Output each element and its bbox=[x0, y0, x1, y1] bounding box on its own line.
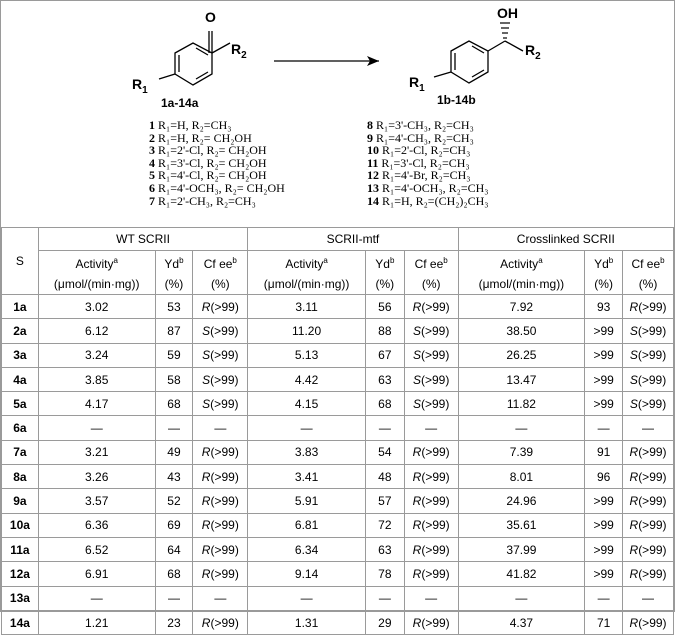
table-row bbox=[2, 295, 674, 319]
activity-cell: 4.17 bbox=[38, 392, 155, 416]
activity-cell: 7.92 bbox=[458, 295, 585, 319]
activity-cell: 5.13 bbox=[248, 343, 366, 367]
yield-cell: 78 bbox=[365, 562, 404, 586]
activity-cell: 6.81 bbox=[248, 513, 366, 537]
activity-cell: 4.42 bbox=[248, 367, 366, 391]
substituent-item: 12 R₁=4'-Br, R₂=CH₃ bbox=[367, 168, 471, 183]
substituent-item: 2 R₁=H, R₂= CH₂OH bbox=[149, 130, 252, 145]
reactant-r1-label: $R_1$ bbox=[132, 76, 148, 96]
ee-value: (>99) bbox=[210, 494, 239, 509]
ee-value: (>99) bbox=[421, 566, 450, 581]
activity-cell: 1.31 bbox=[248, 610, 366, 634]
configuration-label: S bbox=[629, 396, 638, 411]
ee-cell bbox=[623, 537, 674, 561]
group-header-wt: WT SCRII bbox=[38, 228, 247, 251]
ee-value: (>99) bbox=[638, 518, 667, 533]
yield-cell: 57 bbox=[365, 489, 404, 513]
configuration-label: S bbox=[412, 372, 421, 387]
ee-cell bbox=[404, 319, 458, 343]
reactant-series-label: 1a-14a bbox=[161, 96, 199, 110]
activity-cell: 6.52 bbox=[38, 537, 155, 561]
table-row bbox=[2, 440, 674, 464]
configuration-label: R bbox=[201, 469, 211, 484]
substituent-item: 5 R₁=4'-Cl, R₂= CH₂OH bbox=[149, 168, 267, 183]
configuration-label: S bbox=[202, 348, 211, 363]
reactant-structure bbox=[159, 31, 230, 85]
ee-value: (>99) bbox=[210, 542, 239, 557]
substrate-cell: 7a bbox=[2, 440, 39, 464]
yield-cell: 91 bbox=[585, 440, 623, 464]
group-header-mtf: SCRII-mtf bbox=[248, 228, 458, 251]
configuration-label: S bbox=[202, 372, 211, 387]
yield-cell: 67 bbox=[365, 343, 404, 367]
configuration-label: R bbox=[629, 518, 639, 533]
substrate-cell: 8a bbox=[2, 465, 39, 489]
substituent-item: 13 R₁=4'-OCH₃, R₂=CH₃ bbox=[367, 180, 489, 195]
ee-cell bbox=[404, 513, 458, 537]
substrate-cell: 5a bbox=[2, 392, 39, 416]
ee-cell bbox=[193, 319, 248, 343]
ee-cell bbox=[404, 562, 458, 586]
table-row bbox=[2, 537, 674, 561]
ee-cell bbox=[404, 465, 458, 489]
configuration-label: R bbox=[412, 542, 422, 557]
ee-value: — bbox=[214, 421, 227, 436]
substituent-item: 6 R₁=4'-OCH₃, R₂= CH₂OH bbox=[149, 180, 285, 195]
ee-cell bbox=[404, 343, 458, 367]
yield-cell: 68 bbox=[155, 562, 193, 586]
configuration-label: R bbox=[412, 469, 422, 484]
ee-cell bbox=[623, 465, 674, 489]
substituent-item: 3 R₁=2'-Cl, R₂= CH₂OH bbox=[149, 143, 267, 158]
configuration-label: R bbox=[412, 445, 422, 460]
yield-cell: 54 bbox=[365, 440, 404, 464]
table-row bbox=[2, 416, 674, 440]
yield-cell: 43 bbox=[155, 465, 193, 489]
yield-cell: >99 bbox=[585, 489, 623, 513]
ee-value: — bbox=[642, 591, 655, 606]
ee-value: (>99) bbox=[421, 372, 450, 387]
substrate-cell: 3a bbox=[2, 343, 39, 367]
substituent-item: 14 R₁=H, R₂=(CH₂)₂CH₃ bbox=[367, 193, 489, 208]
configuration-label: R bbox=[412, 494, 422, 509]
configuration-label: R bbox=[412, 566, 422, 581]
activity-cell: 37.99 bbox=[458, 537, 585, 561]
table-row bbox=[2, 465, 674, 489]
yield-cell: — bbox=[155, 416, 193, 440]
table-row bbox=[2, 343, 674, 367]
yield-cell: 49 bbox=[155, 440, 193, 464]
ee-value: (>99) bbox=[421, 299, 450, 314]
ee-cell bbox=[404, 440, 458, 464]
configuration-label: S bbox=[412, 396, 421, 411]
reaction-scheme-drawing bbox=[1, 1, 674, 227]
ee-cell bbox=[193, 367, 248, 391]
ee-cell bbox=[623, 295, 674, 319]
activity-cell: 35.61 bbox=[458, 513, 585, 537]
ee-cell bbox=[404, 392, 458, 416]
yield-cell: >99 bbox=[585, 392, 623, 416]
table-row bbox=[2, 489, 674, 513]
yield-cell: >99 bbox=[585, 319, 623, 343]
activity-cell: 6.91 bbox=[38, 562, 155, 586]
ee-value: (>99) bbox=[210, 323, 239, 338]
activity-cell: 11.20 bbox=[248, 319, 366, 343]
yield-cell: 52 bbox=[155, 489, 193, 513]
activity-cell: 3.85 bbox=[38, 367, 155, 391]
ee-value: (>99) bbox=[637, 372, 667, 387]
activity-cell: 6.36 bbox=[38, 513, 155, 537]
ee-cell bbox=[404, 416, 458, 440]
product-series-label: 1b-14b bbox=[437, 93, 476, 107]
ee-cell bbox=[193, 610, 248, 634]
yield-cell: 88 bbox=[365, 319, 404, 343]
ee-value: (>99) bbox=[638, 299, 667, 314]
ee-value: (>99) bbox=[210, 299, 239, 314]
activity-cell: 38.50 bbox=[458, 319, 585, 343]
configuration-label: R bbox=[201, 518, 211, 533]
yield-cell: >99 bbox=[585, 367, 623, 391]
ee-value: (>99) bbox=[421, 323, 450, 338]
configuration-label: R bbox=[629, 566, 639, 581]
activity-cell: 5.91 bbox=[248, 489, 366, 513]
ee-value: (>99) bbox=[638, 469, 667, 484]
ee-cell bbox=[193, 295, 248, 319]
activity-cell: 11.82 bbox=[458, 392, 585, 416]
yield-cell: — bbox=[585, 416, 623, 440]
table-row bbox=[2, 392, 674, 416]
substituent-item: 4 R₁=3'-Cl, R₂= CH₂OH bbox=[149, 155, 267, 170]
yield-cell: >99 bbox=[585, 343, 623, 367]
configuration-label: R bbox=[412, 518, 422, 533]
substrate-cell: 9a bbox=[2, 489, 39, 513]
ee-cell bbox=[193, 465, 248, 489]
yield-cell: 93 bbox=[585, 295, 623, 319]
ee-value: — bbox=[425, 421, 438, 436]
ee-value: (>99) bbox=[210, 445, 239, 460]
yield-cell: 68 bbox=[365, 392, 404, 416]
substrate-cell: 11a bbox=[2, 537, 39, 561]
ee-cell bbox=[193, 343, 248, 367]
ee-value: (>99) bbox=[638, 615, 667, 630]
activity-cell: 3.83 bbox=[248, 440, 366, 464]
activity-cell: 3.11 bbox=[248, 295, 366, 319]
ee-value: (>99) bbox=[421, 469, 450, 484]
ee-value: (>99) bbox=[210, 469, 239, 484]
activity-cell: 24.96 bbox=[458, 489, 585, 513]
yield-cell: — bbox=[365, 416, 404, 440]
substrate-cell: 12a bbox=[2, 562, 39, 586]
ee-cell bbox=[623, 513, 674, 537]
ee-value: (>99) bbox=[210, 348, 239, 363]
table-row bbox=[2, 586, 674, 610]
activity-cell: 3.26 bbox=[38, 465, 155, 489]
group-header-crosslinked: Crosslinked SCRII bbox=[458, 228, 673, 251]
ee-value: (>99) bbox=[638, 542, 667, 557]
substrate-cell: 13a bbox=[2, 586, 39, 610]
table-header-column-row bbox=[2, 251, 674, 295]
table-header-group-row bbox=[2, 228, 674, 251]
ee-value: (>99) bbox=[638, 445, 667, 460]
product-structure bbox=[434, 41, 523, 83]
results-table bbox=[1, 227, 674, 635]
ee-cell bbox=[404, 610, 458, 634]
activity-header: Activity$^a$ (μmol/(min·mg)) bbox=[458, 251, 585, 295]
ee-cell bbox=[193, 392, 248, 416]
ee-value: (>99) bbox=[210, 518, 239, 533]
substituent-list-right bbox=[367, 119, 488, 207]
ee-value: (>99) bbox=[638, 566, 667, 581]
ee-value: — bbox=[642, 421, 655, 436]
activity-cell: 6.34 bbox=[248, 537, 366, 561]
activity-header: Activity$^a$ (μmol/(min·mg)) bbox=[38, 251, 155, 295]
ee-cell bbox=[623, 343, 674, 367]
activity-cell: — bbox=[248, 586, 366, 610]
ee-value: — bbox=[425, 591, 438, 606]
ee-cell bbox=[193, 537, 248, 561]
yield-cell: 96 bbox=[585, 465, 623, 489]
ee-value: (>99) bbox=[421, 445, 450, 460]
yield-cell: 23 bbox=[155, 610, 193, 634]
yield-cell: 56 bbox=[365, 295, 404, 319]
ee-value: (>99) bbox=[637, 323, 667, 338]
configuration-label: S bbox=[412, 323, 421, 338]
yield-cell: >99 bbox=[585, 537, 623, 561]
ee-value: (>99) bbox=[210, 566, 239, 581]
configuration-label: R bbox=[201, 542, 211, 557]
configuration-label: S bbox=[629, 323, 638, 338]
configuration-label: S bbox=[202, 396, 211, 411]
activity-cell: — bbox=[38, 416, 155, 440]
yield-cell: 64 bbox=[155, 537, 193, 561]
configuration-label: R bbox=[201, 494, 211, 509]
configuration-label: R bbox=[201, 299, 211, 314]
hydroxyl-label: OH bbox=[497, 5, 518, 21]
activity-cell: — bbox=[458, 586, 585, 610]
ee-cell bbox=[623, 416, 674, 440]
ee-value: (>99) bbox=[210, 372, 239, 387]
activity-cell: 9.14 bbox=[248, 562, 366, 586]
ee-cell bbox=[404, 586, 458, 610]
table-row bbox=[2, 562, 674, 586]
table-row bbox=[2, 367, 674, 391]
ee-cell bbox=[193, 440, 248, 464]
configuration-label: S bbox=[412, 348, 421, 363]
configuration-label: R bbox=[201, 615, 211, 630]
configuration-label: R bbox=[201, 445, 211, 460]
ee-cell bbox=[623, 610, 674, 634]
yield-header: Yd$^b$ (%) bbox=[585, 251, 623, 295]
ee-cell bbox=[404, 367, 458, 391]
activity-cell: 1.21 bbox=[38, 610, 155, 634]
ee-cell bbox=[193, 416, 248, 440]
yield-cell: >99 bbox=[585, 513, 623, 537]
yield-cell: 29 bbox=[365, 610, 404, 634]
yield-cell: 53 bbox=[155, 295, 193, 319]
ee-cell bbox=[193, 586, 248, 610]
substituent-list-left bbox=[149, 119, 285, 207]
configuration-label: S bbox=[629, 348, 638, 363]
ee-cell bbox=[404, 295, 458, 319]
activity-cell: 8.01 bbox=[458, 465, 585, 489]
ee-cell bbox=[193, 489, 248, 513]
activity-cell: 4.15 bbox=[248, 392, 366, 416]
carbonyl-oxygen-label: O bbox=[205, 9, 216, 25]
yield-cell: 68 bbox=[155, 392, 193, 416]
substrate-cell: 10a bbox=[2, 513, 39, 537]
yield-header: Yd$^b$ (%) bbox=[155, 251, 193, 295]
product-r2-label: $R_2$ bbox=[525, 42, 541, 62]
yield-cell: 59 bbox=[155, 343, 193, 367]
ee-value: (>99) bbox=[421, 518, 450, 533]
configuration-label: R bbox=[629, 615, 639, 630]
substituent-item: 11 R₁=3'-Cl, R₂=CH₃ bbox=[367, 155, 470, 170]
yield-cell: — bbox=[585, 586, 623, 610]
activity-cell: 3.57 bbox=[38, 489, 155, 513]
configuration-label: S bbox=[629, 372, 638, 387]
yield-cell: — bbox=[365, 586, 404, 610]
yield-cell: — bbox=[155, 586, 193, 610]
ee-header: Cf $ee^b$ (%) bbox=[193, 251, 248, 295]
table-row bbox=[2, 513, 674, 537]
substrate-cell: 6a bbox=[2, 416, 39, 440]
activity-cell: — bbox=[458, 416, 585, 440]
substrate-cell: 14a bbox=[2, 610, 39, 634]
ee-value: (>99) bbox=[421, 494, 450, 509]
ee-cell bbox=[193, 513, 248, 537]
reaction-scheme bbox=[1, 1, 674, 227]
yield-cell: 58 bbox=[155, 367, 193, 391]
configuration-label: R bbox=[201, 566, 211, 581]
ee-header: Cf $ee^b$ (%) bbox=[623, 251, 674, 295]
activity-cell: 3.21 bbox=[38, 440, 155, 464]
ee-header: Cf $ee^b$ (%) bbox=[404, 251, 458, 295]
substituent-item: 9 R₁=4'-CH₃, R₂=CH₃ bbox=[367, 130, 474, 145]
yield-header: Yd$^b$ (%) bbox=[365, 251, 404, 295]
configuration-label: R bbox=[629, 445, 639, 460]
substrate-cell: 2a bbox=[2, 319, 39, 343]
yield-cell: 63 bbox=[365, 367, 404, 391]
activity-cell: 41.82 bbox=[458, 562, 585, 586]
ee-cell bbox=[404, 537, 458, 561]
product-r1-label: $R_1$ bbox=[409, 74, 425, 94]
activity-cell: 4.37 bbox=[458, 610, 585, 634]
configuration-label: R bbox=[629, 299, 639, 314]
configuration-label: R bbox=[629, 494, 639, 509]
yield-cell: 71 bbox=[585, 610, 623, 634]
ee-value: (>99) bbox=[421, 396, 450, 411]
activity-header: Activity$^a$ (μmol/(min·mg)) bbox=[248, 251, 366, 295]
configuration-label: R bbox=[629, 542, 639, 557]
ee-value: (>99) bbox=[421, 542, 450, 557]
table-row bbox=[2, 610, 674, 634]
ee-cell bbox=[623, 319, 674, 343]
ee-value: (>99) bbox=[637, 396, 667, 411]
activity-cell: — bbox=[38, 586, 155, 610]
ee-cell bbox=[623, 586, 674, 610]
substituent-item: 8 R₁=3'-CH₃, R₂=CH₃ bbox=[367, 118, 474, 132]
reactant-r2-label: $R_2$ bbox=[231, 41, 247, 61]
ee-cell bbox=[404, 489, 458, 513]
substrate-cell: 1a bbox=[2, 295, 39, 319]
substituent-item: 1 R₁=H, R₂=CH₃ bbox=[149, 118, 232, 132]
activity-cell: 7.39 bbox=[458, 440, 585, 464]
activity-cell: 13.47 bbox=[458, 367, 585, 391]
ee-value: (>99) bbox=[210, 396, 239, 411]
ee-cell bbox=[623, 367, 674, 391]
activity-cell: 3.02 bbox=[38, 295, 155, 319]
ee-cell bbox=[193, 562, 248, 586]
substrate-header: S bbox=[2, 228, 39, 295]
yield-cell: 48 bbox=[365, 465, 404, 489]
substituent-item: 7 R₁=2'-CH₃, R₂=CH₃ bbox=[149, 193, 256, 208]
reaction-arrow bbox=[274, 56, 379, 66]
ee-cell bbox=[623, 489, 674, 513]
ee-value: (>99) bbox=[421, 348, 450, 363]
ee-value: — bbox=[214, 591, 227, 606]
yield-cell: 87 bbox=[155, 319, 193, 343]
ee-value: (>99) bbox=[210, 615, 239, 630]
ee-value: (>99) bbox=[637, 348, 667, 363]
substrate-cell: 4a bbox=[2, 367, 39, 391]
activity-cell: 26.25 bbox=[458, 343, 585, 367]
yield-cell: 69 bbox=[155, 513, 193, 537]
ee-cell bbox=[623, 562, 674, 586]
configuration-label: R bbox=[412, 299, 422, 314]
activity-cell: — bbox=[248, 416, 366, 440]
ee-value: (>99) bbox=[638, 494, 667, 509]
activity-cell: 6.12 bbox=[38, 319, 155, 343]
ee-cell bbox=[623, 392, 674, 416]
yield-cell: 63 bbox=[365, 537, 404, 561]
yield-cell: >99 bbox=[585, 562, 623, 586]
ee-value: (>99) bbox=[421, 615, 450, 630]
configuration-label: S bbox=[202, 323, 211, 338]
table-row bbox=[2, 319, 674, 343]
stereo-hash-bond bbox=[500, 23, 510, 38]
substituent-item: 10 R₁=2'-Cl, R₂=CH₃ bbox=[367, 143, 471, 158]
activity-cell: 3.41 bbox=[248, 465, 366, 489]
configuration-label: R bbox=[412, 615, 422, 630]
activity-cell: 3.24 bbox=[38, 343, 155, 367]
yield-cell: 72 bbox=[365, 513, 404, 537]
configuration-label: R bbox=[629, 469, 639, 484]
ee-cell bbox=[623, 440, 674, 464]
